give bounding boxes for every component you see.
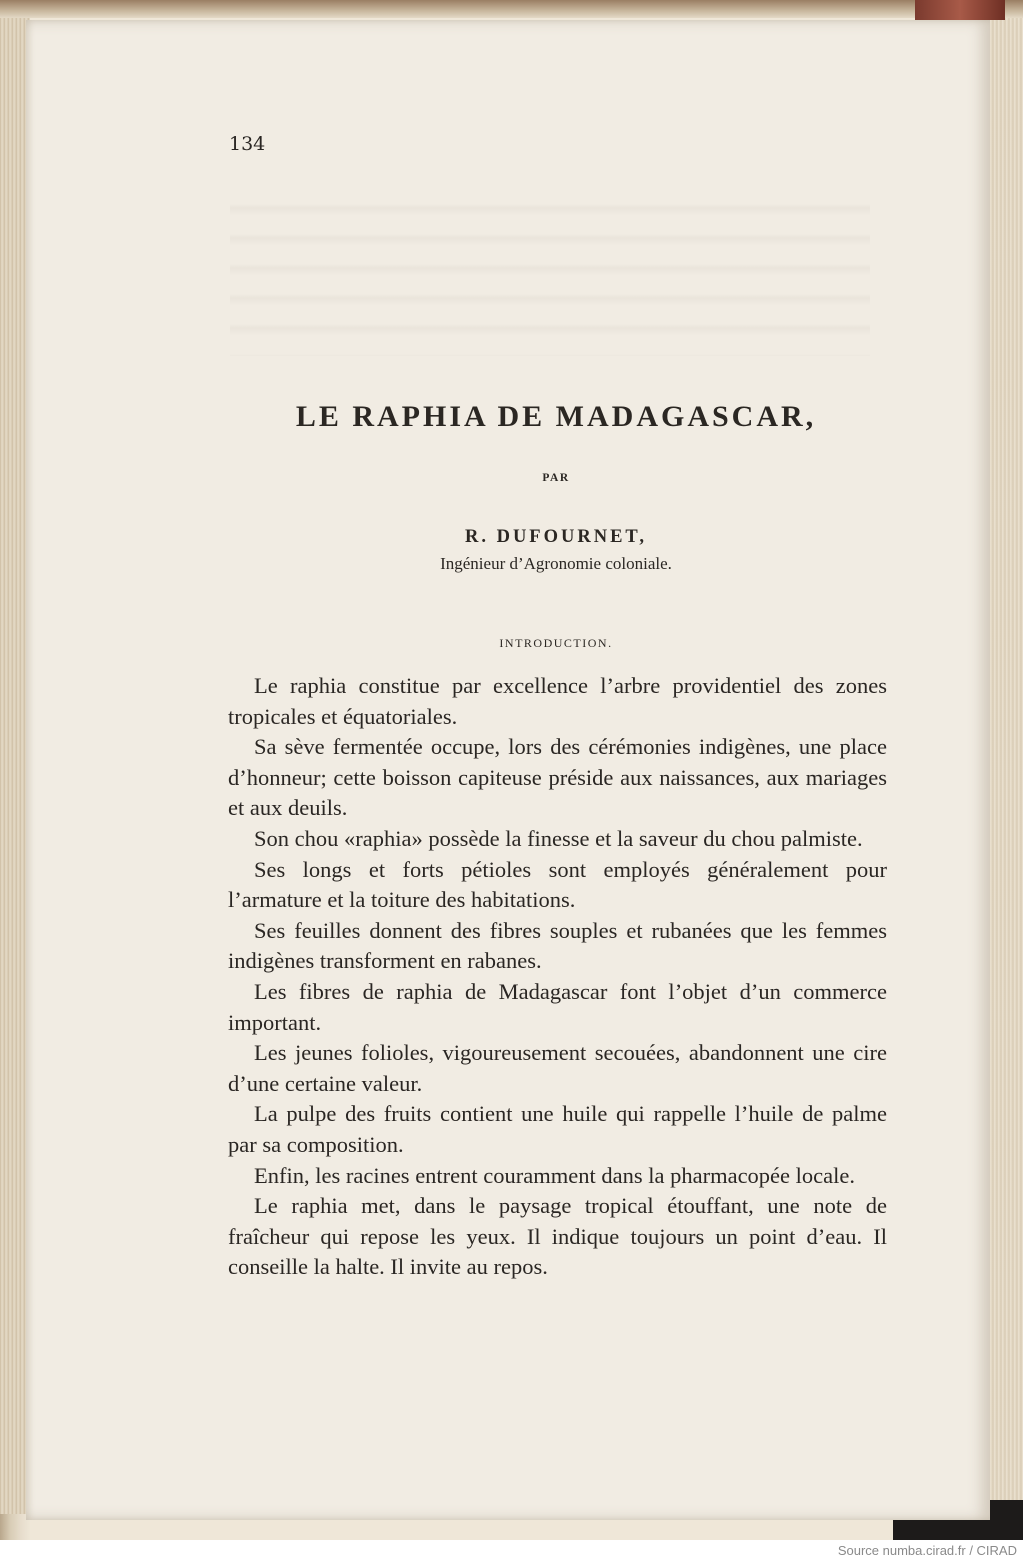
book-top-edge <box>0 0 1023 18</box>
paragraph: Les fibres de raphia de Madagascar font l’objet d’un commerce important. <box>228 978 887 1035</box>
section-heading: INTRODUCTION. <box>499 636 613 650</box>
paragraph: Le raphia constitue par excellence l’arbre providentiel des zones tropicales et équatoriales. <box>228 673 887 729</box>
author-name: R. DUFOURNET, <box>464 527 648 547</box>
author-affiliation: Ingénieur d’Agronomie coloniale. <box>440 554 672 573</box>
body-text <box>228 671 887 1283</box>
source-credit: Source numba.cirad.fr / CIRAD <box>837 1543 1017 1558</box>
paragraph: Ses longs et forts pétioles sont employés généralement pour l’armature et la toiture des habitations. <box>228 856 887 913</box>
paragraph: Sa sève fermentée occupe, lors des cérémonies indigènes, une place d’honneur; cette boisson capiteuse préside aux naissances, aux mariages et aux deuils. <box>228 734 887 821</box>
paragraph: Son chou «raphia» possède la finesse et la saveur du chou palmiste. <box>254 825 863 851</box>
article-title: LE RAPHIA DE MADAGASCAR, <box>295 400 817 433</box>
paragraph: Les jeunes folioles, vigoureusement secouées, abandonnent une cire d’une certaine valeur. <box>228 1040 887 1096</box>
paragraph: La pulpe des fruits contient une huile qui rappelle l’huile de palme par sa composition. <box>228 1101 887 1157</box>
paragraph: Ses feuilles donnent des fibres souples et rubanées que les femmes indigènes transforment en rabanes. <box>228 917 887 974</box>
bookmark-ribbon <box>915 0 1005 20</box>
page-number: 134 <box>229 133 266 155</box>
paragraph: Le raphia met, dans le paysage tropical étouffant, une note de fraîcheur qui repose les yeux. Il indique toujours un point d’eau. Il conseille la halte. Il invite au repos. <box>228 1193 887 1280</box>
byline-label: PAR <box>542 472 570 484</box>
show-through-text <box>230 186 870 356</box>
paragraph: Enfin, les racines entrent couramment dans la pharmacopée locale. <box>254 1162 855 1188</box>
